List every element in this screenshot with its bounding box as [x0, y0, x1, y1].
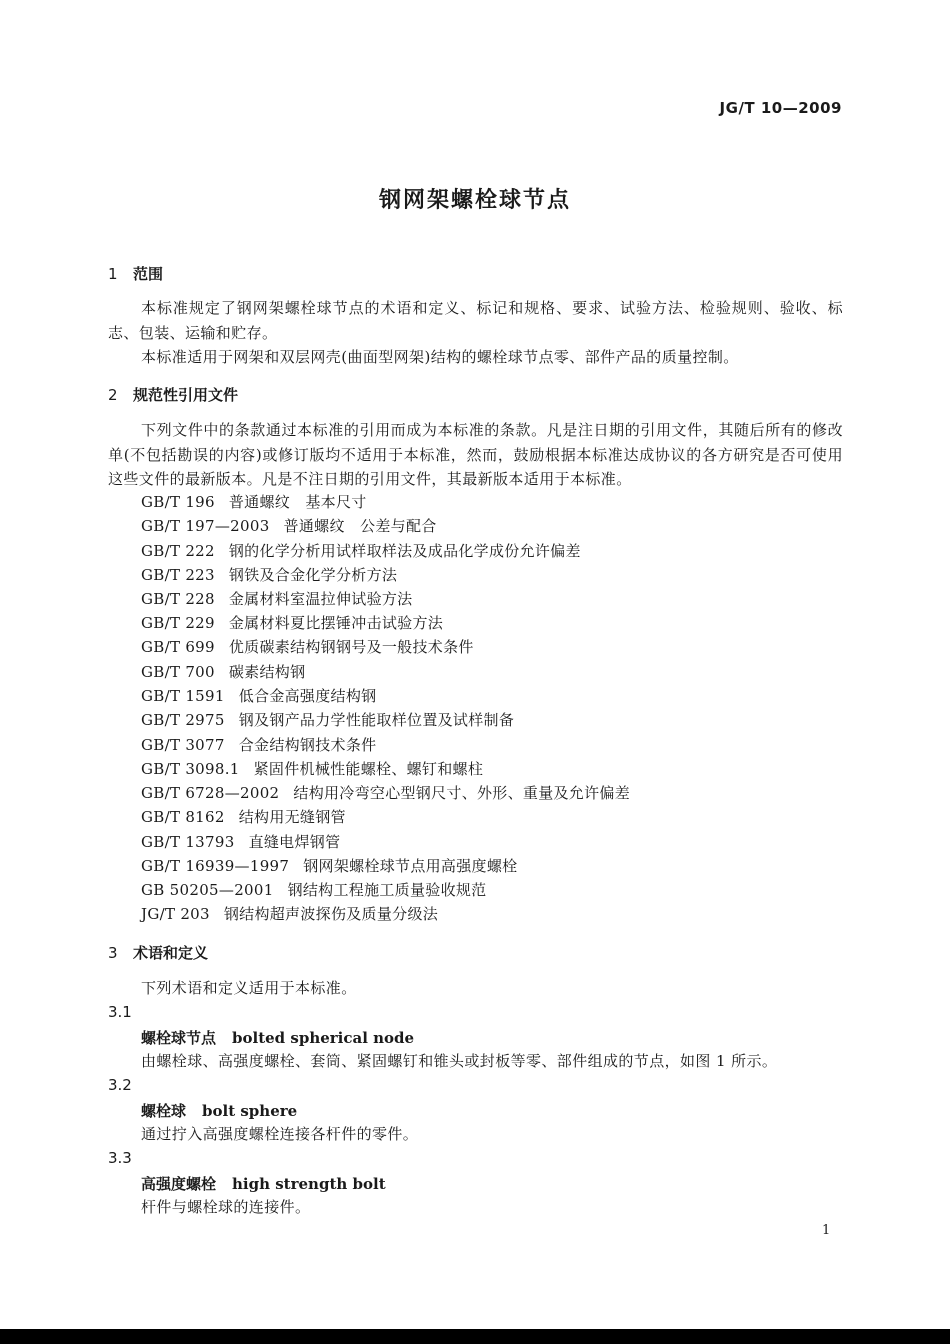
ref-code: GB/T 700 [141, 663, 215, 681]
section-2-heading [108, 384, 238, 405]
ref-item [141, 903, 438, 924]
ref-title: 金属材料室温拉伸试验方法 [228, 590, 413, 608]
term-definition: 由螺栓球、高强度螺栓、套筒、紧固螺钉和锥头或封板等零、部件组成的节点，如图 1 所示。 [141, 1052, 778, 1070]
term-heading [141, 1027, 414, 1048]
ref-title: 碳素结构钢 [228, 663, 306, 681]
ref-title: 普通螺纹 基本尺寸 [228, 493, 367, 511]
ref-item [141, 661, 305, 682]
ref-item [141, 588, 412, 609]
ref-title: 钢的化学分析用试样取样法及成品化学成份允许偏差 [228, 542, 581, 560]
section-title: 术语和定义 [133, 944, 209, 962]
ref-item [141, 709, 514, 730]
section-number: 1 [108, 265, 118, 283]
ref-code: GB/T 13793 [141, 833, 235, 851]
ref-item [141, 564, 397, 585]
section-3-heading [108, 942, 208, 963]
ref-title: 直缝电焊钢管 [248, 833, 341, 851]
ref-title: 低合金高强度结构钢 [238, 687, 377, 705]
ref-item [141, 636, 474, 657]
ref-item [141, 491, 367, 512]
ref-title: 钢结构工程施工质量验收规范 [287, 881, 487, 899]
ref-code: GB/T 2975 [141, 711, 225, 729]
clause-number: 3.3 [108, 1149, 132, 1167]
clause-number: 3.2 [108, 1076, 132, 1094]
clause-number: 3.1 [108, 1003, 132, 1021]
ref-title: 合金结构钢技术条件 [238, 736, 377, 754]
term-en: high strength bolt [232, 1175, 386, 1193]
ref-title: 钢铁及合金化学分析方法 [228, 566, 398, 584]
ref-code: GB/T 8162 [141, 808, 225, 826]
term-heading [141, 1100, 297, 1121]
term-zh: 高强度螺栓 [141, 1175, 217, 1193]
page-number: 1 [822, 1223, 831, 1238]
ref-title: 普通螺纹 公差与配合 [283, 517, 437, 535]
term-definition: 杆件与螺栓球的连接件。 [141, 1198, 311, 1216]
ref-item [141, 806, 346, 827]
section-number: 2 [108, 386, 118, 404]
ref-item [141, 685, 376, 706]
ref-item [141, 734, 376, 755]
ref-code: GB/T 16939—1997 [141, 857, 290, 875]
ref-title: 紧固件机械性能螺栓、螺钉和螺柱 [253, 760, 484, 778]
ref-code: GB/T 6728—2002 [141, 784, 280, 802]
ref-item [141, 612, 443, 633]
bottom-bar [0, 1329, 950, 1344]
document-title: 钢网架螺栓球节点 [378, 188, 571, 213]
ref-title: 金属材料夏比摆锤冲击试验方法 [228, 614, 444, 632]
ref-code: GB/T 3077 [141, 736, 225, 754]
ref-item [141, 879, 486, 900]
ref-code: GB/T 699 [141, 638, 215, 656]
section-1-heading [108, 263, 163, 284]
term-definition: 通过拧入高强度螺栓连接各杆件的零件。 [141, 1125, 419, 1143]
ref-item [141, 515, 437, 536]
section-number: 3 [108, 944, 118, 962]
ref-code: GB/T 222 [141, 542, 215, 560]
section-3-intro: 下列术语和定义适用于本标准。 [141, 979, 357, 997]
ref-title: 钢网架螺栓球节点用高强度螺栓 [303, 857, 518, 875]
ref-item [141, 782, 630, 803]
ref-title: 钢及钢产品力学性能取样位置及试样制备 [238, 711, 515, 729]
standard-code: JG/T 10—2009 [719, 99, 842, 117]
section-title: 规范性引用文件 [133, 386, 239, 404]
ref-code: GB 50205—2001 [141, 881, 274, 899]
section-1-paragraph-1: 本标准规定了钢网架螺栓球节点的术语和定义、标记和规格、要求、试验方法、检验规则、验收、标志、包装、运输和贮存。 [108, 299, 843, 342]
ref-code: GB/T 223 [141, 566, 215, 584]
ref-code: GB/T 228 [141, 590, 215, 608]
ref-title: 结构用冷弯空心型钢尺寸、外形、重量及允许偏差 [293, 784, 630, 802]
ref-title: 优质碳素结构钢钢号及一般技术条件 [228, 638, 474, 656]
ref-item [141, 855, 517, 876]
ref-item [141, 831, 340, 852]
section-1-paragraph-2: 本标准适用于网架和双层网壳(曲面型网架)结构的螺栓球节点零、部件产品的质量控制。 [141, 348, 739, 366]
ref-code: GB/T 229 [141, 614, 215, 632]
ref-code: GB/T 197—2003 [141, 517, 270, 535]
term-zh: 螺栓球节点 [141, 1029, 217, 1047]
ref-code: GB/T 196 [141, 493, 215, 511]
term-en: bolted spherical node [232, 1029, 415, 1047]
ref-code: GB/T 1591 [141, 687, 225, 705]
ref-code: GB/T 3098.1 [141, 760, 240, 778]
ref-code: JG/T 203 [141, 905, 210, 923]
section-2-intro: 下列文件中的条款通过本标准的引用而成为本标准的条款。凡是注日期的引用文件，其随后所有的修改单(不包括勘误的内容)或修订版均不适用于本标准，然而，鼓励根据本标准达成协议的各方研究是否可使用这些文件的最新版本。凡是不注日期的引用文件，其最新版本适用于本标准。 [108, 421, 843, 488]
term-en: bolt sphere [202, 1102, 298, 1120]
term-heading [141, 1173, 386, 1194]
ref-title: 结构用无缝钢管 [238, 808, 346, 826]
section-title: 范围 [133, 265, 164, 283]
term-zh: 螺栓球 [141, 1102, 187, 1120]
ref-item [141, 540, 581, 561]
ref-item [141, 758, 483, 779]
ref-title: 钢结构超声波探伤及质量分级法 [223, 905, 439, 923]
